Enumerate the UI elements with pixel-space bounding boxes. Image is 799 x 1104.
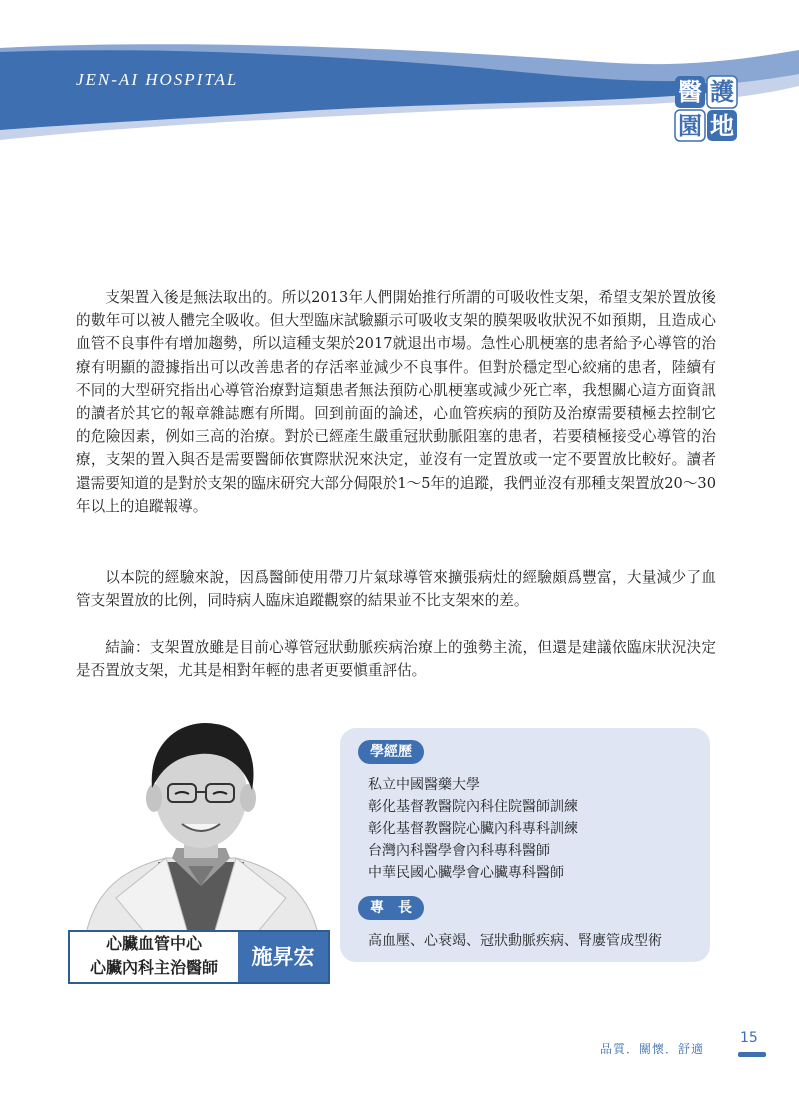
education-item: 彰化基督教醫院內科住院醫師訓練 [368, 799, 578, 815]
logo-char-2: 護 [710, 78, 734, 106]
article-paragraph-2: 以本院的經驗來說，因爲醫師使用帶刀片氣球導管來擴張病灶的經驗頗爲豐富，大量減少了血管支架置放的比例，同時病人臨床追蹤觀察的結果並不比支架來的差。 [76, 569, 716, 610]
education-label: 學經歷 [358, 740, 424, 764]
logo-char-1: 醫 [678, 78, 702, 106]
specialty-text: 高血壓、心衰竭、冠狀動脈疾病、腎廔管成型術 [368, 933, 662, 949]
article-paragraph-3: 結論：支架置放雖是目前心導管冠狀動脈疾病治療上的強勢主流，但還是建議依臨床狀況決定是否置放支架，尤其是相對年輕的患者更要愼重評估。 [76, 639, 716, 680]
doctor-photo [76, 708, 326, 934]
doctor-title-line1: 心臟血管中心 [105, 934, 202, 953]
section-logo [674, 74, 738, 142]
education-item: 彰化基督教醫院心臟內科專科訓練 [368, 821, 578, 837]
hospital-name: JEN-AI HOSPITAL [76, 70, 239, 89]
education-item: 台灣內科醫學會內科專科醫師 [368, 843, 550, 859]
doctor-title [70, 932, 238, 982]
education-list [368, 774, 578, 884]
logo-char-3: 園 [678, 112, 702, 140]
doctor-name: 施昇宏 [238, 932, 328, 982]
doctor-caption [68, 930, 330, 984]
footer-motto: 品質．關懷．舒適 [600, 1042, 705, 1056]
article-paragraph-1: 支架置入後是無法取出的。所以2013年人們開始推行所謂的可吸收性支架，希望支架於置放後的數年可以被人體完全吸收。但大型臨床試驗顯示可吸收支架的膜架吸收狀況不如預期，且造成心血管不良事件有增加趨勢，所以這種支架於2017就退出市場。急性心肌梗塞的患者給予心導管的治療有明顯的證據指出可以改善患者的存活率並減少不良事件。但對於穩定型心絞痛的患者，陸續有不同的大型研究指出心導管治療對這類患者無法預防心肌梗塞或減少死亡率，我想關心這方面資訊的讀者於其它的報章雜誌應有所聞。回到前面的論述，心血管疾病的預防及治療需要積極去控制它的危險因素，例如三高的治療。對於已經產生嚴重冠狀動脈阻塞的患者，若要積極接受心導管的治療，支架的置入與否是需要醫師依實際狀況來決定，並沒有一定置放或一定不要置放比較好。讀者還需要知道的是對於支架的臨床研究大部分侷限於1～5年的追蹤，我們並沒有那種支架置放20～30年以上的追蹤報導。 [76, 289, 716, 515]
doctor-info-box [340, 728, 710, 962]
logo-char-4: 地 [710, 112, 734, 140]
education-item: 中華民國心臟學會心臟專科醫師 [368, 865, 564, 881]
specialty-label: 專 長 [358, 896, 424, 920]
doctor-title-line2: 心臟內科主治醫師 [89, 958, 218, 977]
page-number-underline [738, 1052, 766, 1057]
page-number: 15 [740, 1030, 758, 1046]
education-item: 私立中國醫藥大學 [368, 777, 480, 793]
